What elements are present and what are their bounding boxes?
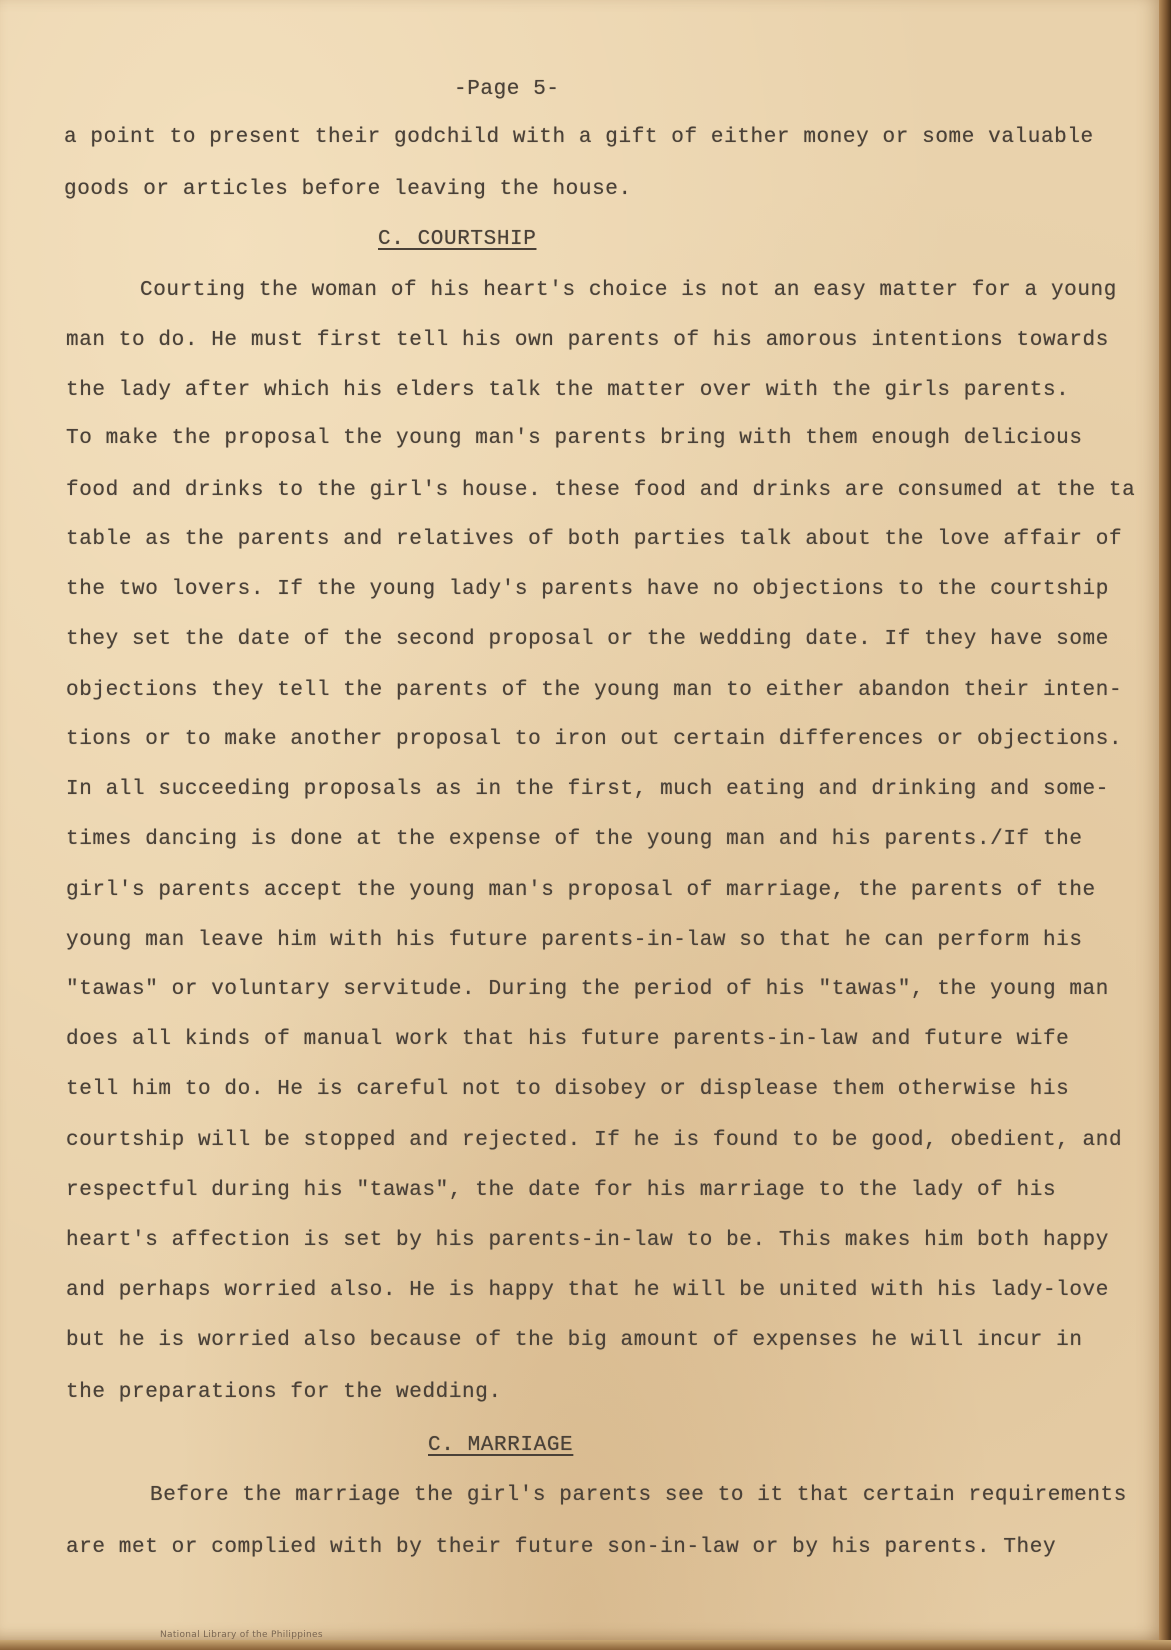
text-line: respectful during his "tawas", the date for his marriage to the lady of his: [66, 1179, 1057, 1202]
text-line: they set the date of the second proposal or the wedding date. If they have some: [66, 628, 1109, 651]
text-line: girl's parents accept the young man's proposal of marriage, the parents of the: [66, 879, 1096, 902]
text-line: but he is worried also because of the big amount of expenses he will incur in: [66, 1329, 1083, 1352]
text-line: table as the parents and relatives of both parties talk about the love affair of: [66, 528, 1123, 551]
page-header: -Page 5-: [454, 78, 560, 101]
text-line: man to do. He must first tell his own parents of his amorous intentions towards: [66, 329, 1109, 352]
text-line: tell him to do. He is careful not to disobey or displease them otherwise his: [66, 1078, 1070, 1101]
text-line: young man leave him with his future parents-in-law so that he can perform his: [66, 929, 1083, 952]
text-line: heart's affection is set by his parents-in-law to be. This makes him both happy: [66, 1229, 1109, 1252]
text-line: goods or articles before leaving the house.: [64, 178, 632, 201]
text-line: To make the proposal the young man's parents bring with them enough delicious: [66, 427, 1083, 450]
text-line: "tawas" or voluntary servitude. During the period of his "tawas", the young man: [66, 978, 1109, 1001]
text-line: does all kinds of manual work that his future parents-in-law and future wife: [66, 1028, 1070, 1051]
courtship-heading: C. COURTSHIP: [378, 228, 537, 251]
footer-watermark: National Library of the Philippines: [160, 1630, 323, 1640]
page-binding-edge: [1159, 0, 1171, 1650]
text-line: objections they tell the parents of the young man to either abandon their inten-: [66, 679, 1123, 702]
text-line: tions or to make another proposal to iron out certain differences or objections.: [66, 728, 1123, 751]
text-line: the two lovers. If the young lady's parents have no objections to the courtship: [66, 578, 1109, 601]
text-line: times dancing is done at the expense of the young man and his parents./If the: [66, 828, 1083, 851]
text-line: food and drinks to the girl's house. these food and drinks are consumed at the ta: [66, 479, 1136, 502]
marriage-heading: C. MARRIAGE: [428, 1434, 574, 1457]
text-line: Before the marriage the girl's parents see to it that certain requirements: [150, 1484, 1127, 1507]
text-line: the lady after which his elders talk the matter over with the girls parents.: [66, 379, 1070, 402]
text-line: In all succeeding proposals as in the first, much eating and drinking and some-: [66, 778, 1109, 801]
text-line: Courting the woman of his heart's choice is not an easy matter for a young: [140, 279, 1117, 302]
text-line: and perhaps worried also. He is happy that he will be united with his lady-love: [66, 1279, 1109, 1302]
text-line: are met or complied with by their future son-in-law or by his parents. They: [66, 1536, 1057, 1559]
page-bottom-edge: [0, 1640, 1171, 1650]
text-line: the preparations for the wedding.: [66, 1381, 502, 1404]
text-line: a point to present their godchild with a gift of either money or some valuable: [64, 126, 1094, 149]
text-line: courtship will be stopped and rejected. If he is found to be good, obedient, and: [66, 1129, 1123, 1152]
